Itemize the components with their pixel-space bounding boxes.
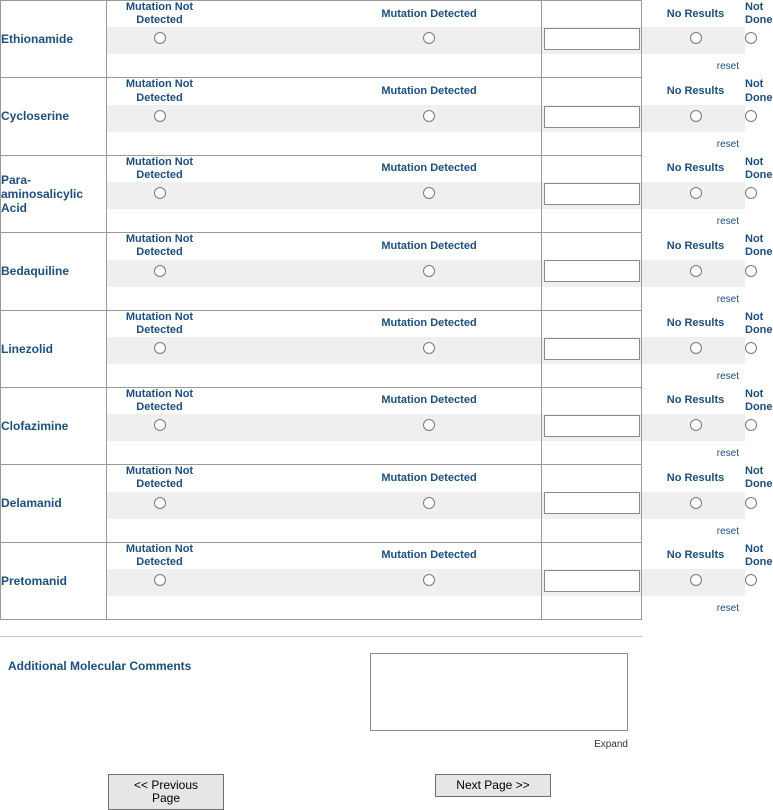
- table-row: [1, 1, 642, 78]
- reset-link[interactable]: reset: [716, 293, 739, 305]
- option-label: Mutation Detected: [381, 162, 477, 175]
- reset-cell: [107, 364, 745, 387]
- reset-cell: [107, 441, 745, 464]
- reset-link[interactable]: reset: [716, 61, 739, 73]
- reset-cell: [107, 54, 745, 77]
- option-label: Mutation Detected: [381, 7, 477, 20]
- option-radio-cell[interactable]: [646, 337, 745, 364]
- reset-row: [107, 519, 745, 542]
- result-options-cell: [107, 387, 773, 464]
- option-label: Mutation Detected: [381, 549, 477, 562]
- radio-button-icon[interactable]: [745, 187, 757, 199]
- radio-button-icon[interactable]: [745, 574, 757, 586]
- drug-note-cell: [542, 387, 642, 464]
- radio-button-icon[interactable]: [423, 187, 435, 199]
- option-radio-row: [107, 337, 745, 364]
- option-label-row: Mutation Not Detected Mutation Detected No Results Not Done: [107, 543, 745, 569]
- reset-cell: [107, 519, 745, 542]
- comments-textarea-wrap: [370, 653, 628, 736]
- result-options-table: [107, 1, 773, 77]
- radio-button-icon[interactable]: [154, 110, 166, 122]
- radio-button-icon[interactable]: [423, 574, 435, 586]
- radio-button-icon[interactable]: [690, 110, 702, 122]
- option-label: Mutation Not Detected: [125, 1, 194, 27]
- option-label: Mutation Detected: [381, 317, 477, 330]
- drug-note-input[interactable]: [544, 106, 640, 128]
- reset-cell: [107, 132, 745, 155]
- reset-cell: [107, 596, 745, 619]
- option-label-row: Mutation Not Detected Mutation Detected No Results Not Done: [107, 156, 745, 182]
- option-label: Mutation Detected: [381, 84, 477, 97]
- option-label: Mutation Not Detected: [125, 465, 194, 491]
- option-radio-cell[interactable]: [107, 414, 212, 441]
- drug-name: Ethionamide: [1, 1, 107, 78]
- drug-note-cell: [542, 78, 642, 155]
- radio-button-icon[interactable]: [423, 342, 435, 354]
- drug-note-cell: [542, 155, 642, 232]
- radio-button-icon[interactable]: [154, 187, 166, 199]
- radio-button-icon[interactable]: [745, 32, 757, 44]
- drug-note-input[interactable]: [544, 415, 640, 437]
- drug-note-input[interactable]: [544, 338, 640, 360]
- reset-row: [107, 132, 745, 155]
- option-label-row: Mutation Not Detected Mutation Detected No Results Not Done: [107, 311, 745, 337]
- option-radio-row: [107, 260, 745, 287]
- option-label: Mutation Not Detected: [125, 387, 194, 414]
- drug-note-cell: [542, 1, 642, 78]
- page-navigation: [0, 774, 642, 804]
- option-label: Mutation Detected: [381, 471, 477, 484]
- result-options-table: [107, 233, 773, 309]
- option-label: No Results: [666, 471, 725, 484]
- reset-row: [107, 441, 745, 464]
- option-label: Mutation Not Detected: [125, 78, 194, 104]
- radio-button-icon[interactable]: [154, 574, 166, 586]
- table-row: [1, 387, 642, 464]
- result-options-cell: [107, 155, 773, 232]
- option-label: Mutation Detected: [381, 394, 477, 407]
- result-options-cell: [107, 1, 773, 78]
- radio-button-icon[interactable]: [745, 265, 757, 277]
- drug-name: Bedaquiline: [1, 233, 107, 310]
- result-options-cell: [107, 542, 773, 619]
- option-label: Mutation Not Detected: [125, 542, 194, 568]
- option-radio-row: [107, 414, 745, 441]
- result-options-cell: [107, 465, 773, 542]
- drug-name: Para-aminosalicylic Acid: [1, 155, 107, 232]
- option-radio-cell[interactable]: [107, 260, 212, 287]
- result-options-cell: [107, 78, 773, 155]
- reset-row: [107, 364, 745, 387]
- drug-note-cell: [542, 542, 642, 619]
- drug-note-input[interactable]: [544, 260, 640, 282]
- additional-molecular-comments-input[interactable]: [370, 653, 628, 731]
- reset-link[interactable]: reset: [716, 370, 739, 382]
- expand-link[interactable]: Expand: [594, 739, 628, 750]
- radio-button-icon[interactable]: [745, 497, 757, 509]
- table-row: [1, 542, 642, 619]
- option-radio-row: [107, 105, 745, 132]
- radio-button-icon[interactable]: [423, 265, 435, 277]
- option-label-row: Mutation Not Detected Mutation Detected No Results Not Done: [107, 233, 745, 259]
- additional-molecular-comments-label: Additional Molecular Comments: [8, 659, 192, 673]
- radio-button-icon[interactable]: [745, 110, 757, 122]
- radio-button-icon[interactable]: [423, 419, 435, 431]
- drug-note-input[interactable]: [544, 183, 640, 205]
- result-options-cell: [107, 233, 773, 310]
- option-label: Mutation Not Detected: [125, 155, 194, 181]
- drug-note-cell: [542, 233, 642, 310]
- drug-name: Clofazimine: [1, 387, 107, 464]
- radio-button-icon[interactable]: [154, 265, 166, 277]
- radio-button-icon[interactable]: [690, 574, 702, 586]
- table-row: [1, 233, 642, 310]
- result-options-cell: [107, 310, 773, 387]
- radio-button-icon[interactable]: [423, 110, 435, 122]
- reset-link[interactable]: reset: [716, 138, 739, 150]
- reset-link[interactable]: reset: [716, 603, 739, 614]
- option-radio-cell[interactable]: [646, 414, 745, 441]
- option-label: No Results: [666, 317, 725, 330]
- drug-note-input[interactable]: [544, 492, 640, 514]
- radio-button-icon[interactable]: [690, 342, 702, 354]
- radio-button-icon[interactable]: [690, 265, 702, 277]
- option-radio-cell[interactable]: [646, 569, 745, 596]
- radio-button-icon[interactable]: [154, 342, 166, 354]
- previous-page-button[interactable]: << Previous Page: [108, 774, 224, 810]
- table-row: [1, 465, 642, 542]
- option-radio-cell[interactable]: [646, 27, 745, 54]
- option-label: No Results: [666, 239, 725, 252]
- table-row: [1, 310, 642, 387]
- option-radio-cell[interactable]: [107, 492, 212, 519]
- result-options-table: [107, 465, 773, 541]
- result-options-table: [107, 542, 773, 619]
- radio-button-icon[interactable]: [690, 419, 702, 431]
- drug-name: Linezolid: [1, 310, 107, 387]
- radio-button-icon[interactable]: [745, 342, 757, 354]
- radio-button-icon[interactable]: [423, 497, 435, 509]
- reset-link[interactable]: reset: [716, 525, 739, 537]
- option-radio-cell[interactable]: [646, 260, 745, 287]
- radio-button-icon[interactable]: [690, 187, 702, 199]
- result-options-table: [107, 310, 773, 387]
- option-label-row: Mutation Not Detected Mutation Detected No Results Not Done: [107, 465, 745, 491]
- option-radio-row: [107, 182, 745, 209]
- drug-name: Pretomanid: [1, 542, 107, 619]
- additional-molecular-comments-section: [0, 637, 642, 750]
- option-radio-cell[interactable]: [646, 182, 745, 209]
- option-label: No Results: [666, 84, 725, 97]
- reset-link[interactable]: reset: [716, 448, 739, 460]
- option-label: No Results: [666, 549, 725, 562]
- reset-cell: [107, 209, 745, 232]
- reset-link[interactable]: reset: [716, 216, 739, 228]
- reset-row: [107, 54, 745, 77]
- table-row: [1, 78, 642, 155]
- radio-button-icon[interactable]: [154, 419, 166, 431]
- reset-row: [107, 209, 745, 232]
- option-label: No Results: [666, 162, 725, 175]
- option-radio-cell[interactable]: [646, 105, 745, 132]
- option-radio-row: [107, 27, 745, 54]
- drug-note-cell: [542, 310, 642, 387]
- option-radio-cell[interactable]: [646, 492, 745, 519]
- drug-note-input[interactable]: [544, 570, 640, 592]
- option-label: Mutation Not Detected: [125, 310, 194, 336]
- option-radio-cell[interactable]: [107, 337, 212, 364]
- option-label: No Results: [666, 394, 725, 407]
- reset-row: [107, 287, 745, 310]
- option-radio-cell[interactable]: [107, 27, 212, 54]
- radio-button-icon[interactable]: [154, 497, 166, 509]
- table-row: [1, 155, 642, 232]
- option-radio-row: [107, 492, 745, 519]
- option-label: No Results: [666, 7, 725, 20]
- drug-name: Cycloserine: [1, 78, 107, 155]
- option-label: Mutation Not Detected: [125, 233, 194, 259]
- option-label: Mutation Detected: [381, 239, 477, 252]
- radio-button-icon[interactable]: [690, 32, 702, 44]
- reset-row: [107, 596, 745, 619]
- drug-note-input[interactable]: [544, 28, 640, 50]
- result-options-table: [107, 78, 773, 154]
- reset-cell: [107, 287, 745, 310]
- result-options-table: [107, 155, 773, 232]
- drug-name: Delamanid: [1, 465, 107, 542]
- option-label-row: Mutation Not Detected Mutation Detected No Results Not Done: [107, 78, 745, 104]
- radio-button-icon[interactable]: [745, 419, 757, 431]
- option-radio-cell[interactable]: [107, 105, 212, 132]
- drug-note-cell: [542, 465, 642, 542]
- option-label-row: Mutation Not Detected Mutation Detected No Results Not Done: [107, 388, 745, 414]
- option-label-row: Mutation Not Detected Mutation Detected No Results Not Done: [107, 1, 745, 27]
- option-radio-cell[interactable]: [107, 569, 212, 596]
- result-options-table: [107, 387, 773, 464]
- radio-button-icon[interactable]: [423, 32, 435, 44]
- option-radio-row: [107, 569, 745, 596]
- option-radio-cell[interactable]: [107, 182, 212, 209]
- radio-button-icon[interactable]: [690, 497, 702, 509]
- radio-button-icon[interactable]: [154, 32, 166, 44]
- next-page-button[interactable]: Next Page >>: [435, 774, 551, 797]
